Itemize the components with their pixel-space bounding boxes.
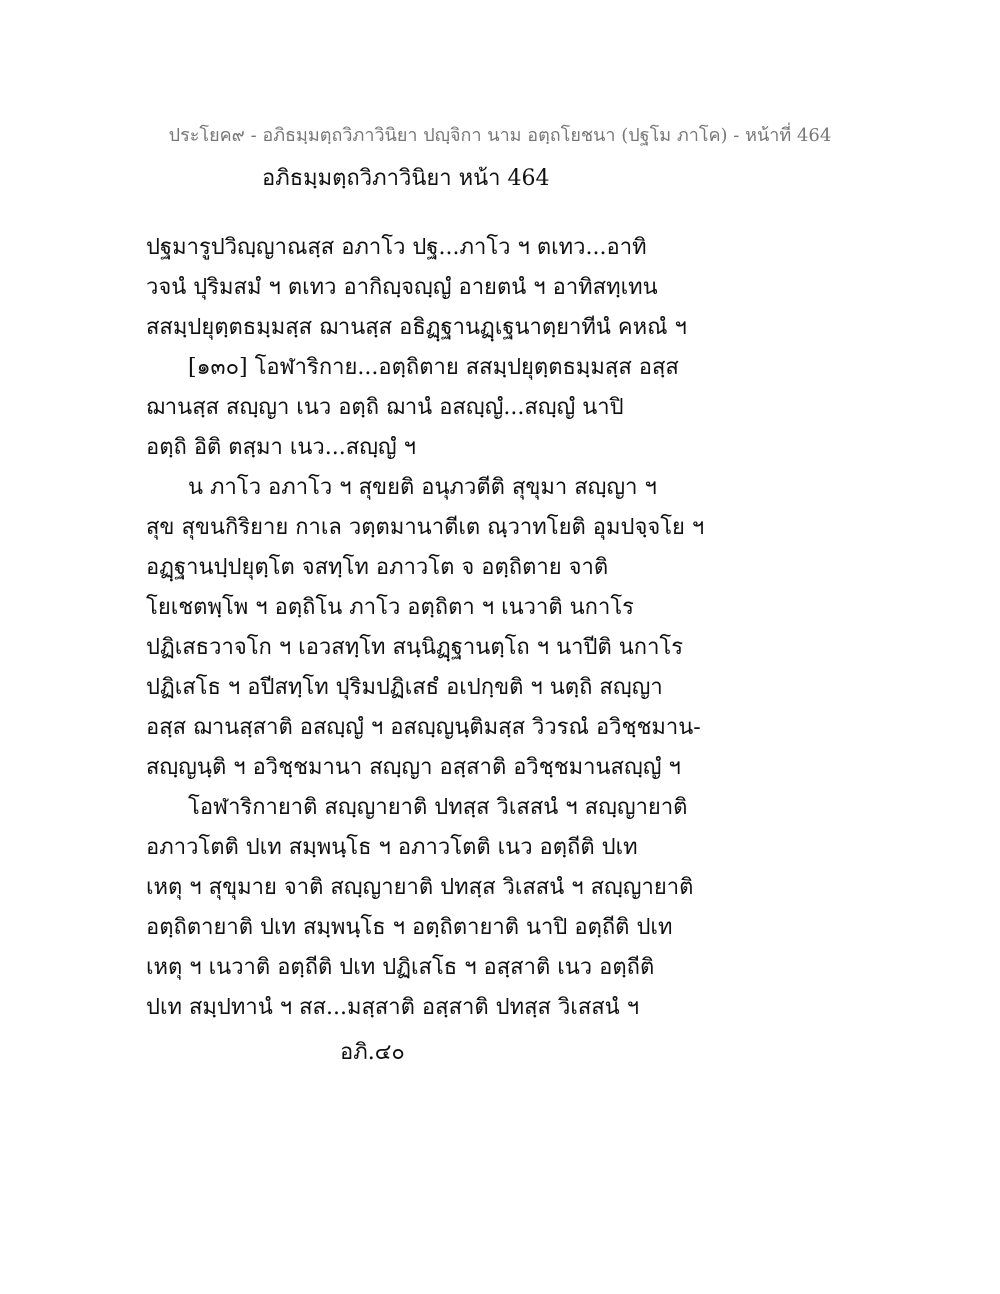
text-line: เหตุ ฯ เนวาติ อตฺถีติ ปเท ปฏิเสโธ ฯ อสฺสาติ เนว อตฺถีติ	[146, 955, 655, 980]
text-line: ปเท สมฺปทานํ ฯ สส...มสฺสาติ อสฺสาติ ปทสฺส วิเสสนํ ฯ	[146, 995, 640, 1020]
text-line: โยเชตพฺโพ ฯ อตฺถิโน ภาโว อตฺถิตา ฯ เนวาติ นกาโร	[146, 595, 634, 620]
text-line: ปฏิเสธวาจโก ฯ เอวสทฺโท สนฺนิฏฺฐานตฺโถ ฯ นาปีติ นกาโร	[146, 635, 684, 660]
text-line: ปฐมารูปวิญฺญาณสฺส อภาโว ปฐ...ภาโว ฯ ตเทว...อาทิ	[146, 235, 647, 260]
signature-mark: อภิ.๔๐	[340, 1040, 405, 1065]
text-line: โอฬาริกายาติ สญฺญายาติ ปทสฺส วิเสสนํ ฯ สญฺญายาติ	[188, 795, 688, 820]
text-line: อฏฺฐานปฺปยุตฺโต จสทฺโท อภาวโต จ อตฺถิตาย จาติ	[146, 555, 609, 580]
text-line: อสฺส ฌานสฺสาติ อสญฺญํ ฯ อสญฺญนฺติมสฺส วิวรณํ อวิชฺชมาน-	[146, 715, 701, 740]
body-text	[146, 228, 866, 1028]
text-line: อภาวโตติ ปเท สมฺพนฺโธ ฯ อภาวโตติ เนว อตฺถีติ ปเท	[146, 835, 638, 860]
text-line: [๑๓๐] โอฬาริกาย...อตฺถิตาย สสมฺปยุตฺตธมฺมสฺส อสฺส	[188, 355, 679, 380]
text-line: สญฺญนฺติ ฯ อวิชฺชมานา สญฺญา อสฺสาติ อวิชฺชมานสญฺญํ ฯ	[146, 755, 681, 780]
text-line: สุข สุขนกิริยาย กาเล วตฺตมานาตีเต ณฺวาทโยติ อุมปจฺจโย ฯ	[146, 515, 705, 540]
text-line: ฌานสฺส สญฺญา เนว อตฺถิ ฌานํ อสญฺญํ...สญฺญํ นาปิ	[146, 395, 624, 420]
text-line: สสมฺปยุตฺตธมฺมสฺส ฌานสฺส อธิฏฺฐานฏฺเฐนาตฺยาทีนํ คหณํ ฯ	[146, 315, 687, 340]
running-header: ประโยค๙ - อภิธมฺมตฺถวิภาวินิยา ปญฺจิกา นาม อตฺถโยชนา (ปฐโม ภาโค) - หน้าที่ 464	[168, 125, 832, 146]
page-heading: อภิธมฺมตฺถวิภาวินิยา หน้า 464	[262, 166, 550, 191]
text-line: เหตุ ฯ สุขุมาย จาติ สญฺญายาติ ปทสฺส วิเสสนํ ฯ สญฺญายาติ	[146, 875, 694, 900]
text-line: อตฺถิ อิติ ตสฺมา เนว...สญฺญํ ฯ	[146, 435, 417, 460]
text-line: วจนํ ปุริมสมํ ฯ ตเทว อากิญฺจญฺญํ อายตนํ ฯ อาทิสทฺเทน	[146, 275, 658, 300]
text-line: ปฏิเสโธ ฯ อปีสทฺโท ปุริมปฏิเสธํ อเปกฺขติ ฯ นตฺถิ สญฺญา	[146, 675, 663, 700]
text-line: อตฺถิตายาติ ปเท สมฺพนฺโธ ฯ อตฺถิตายาติ นาปิ อตฺถีติ ปเท	[146, 915, 673, 940]
text-line: น ภาโว อภาโว ฯ สุขยติ อนุภวตีติ สุขุมา สญฺญา ฯ	[188, 475, 657, 500]
